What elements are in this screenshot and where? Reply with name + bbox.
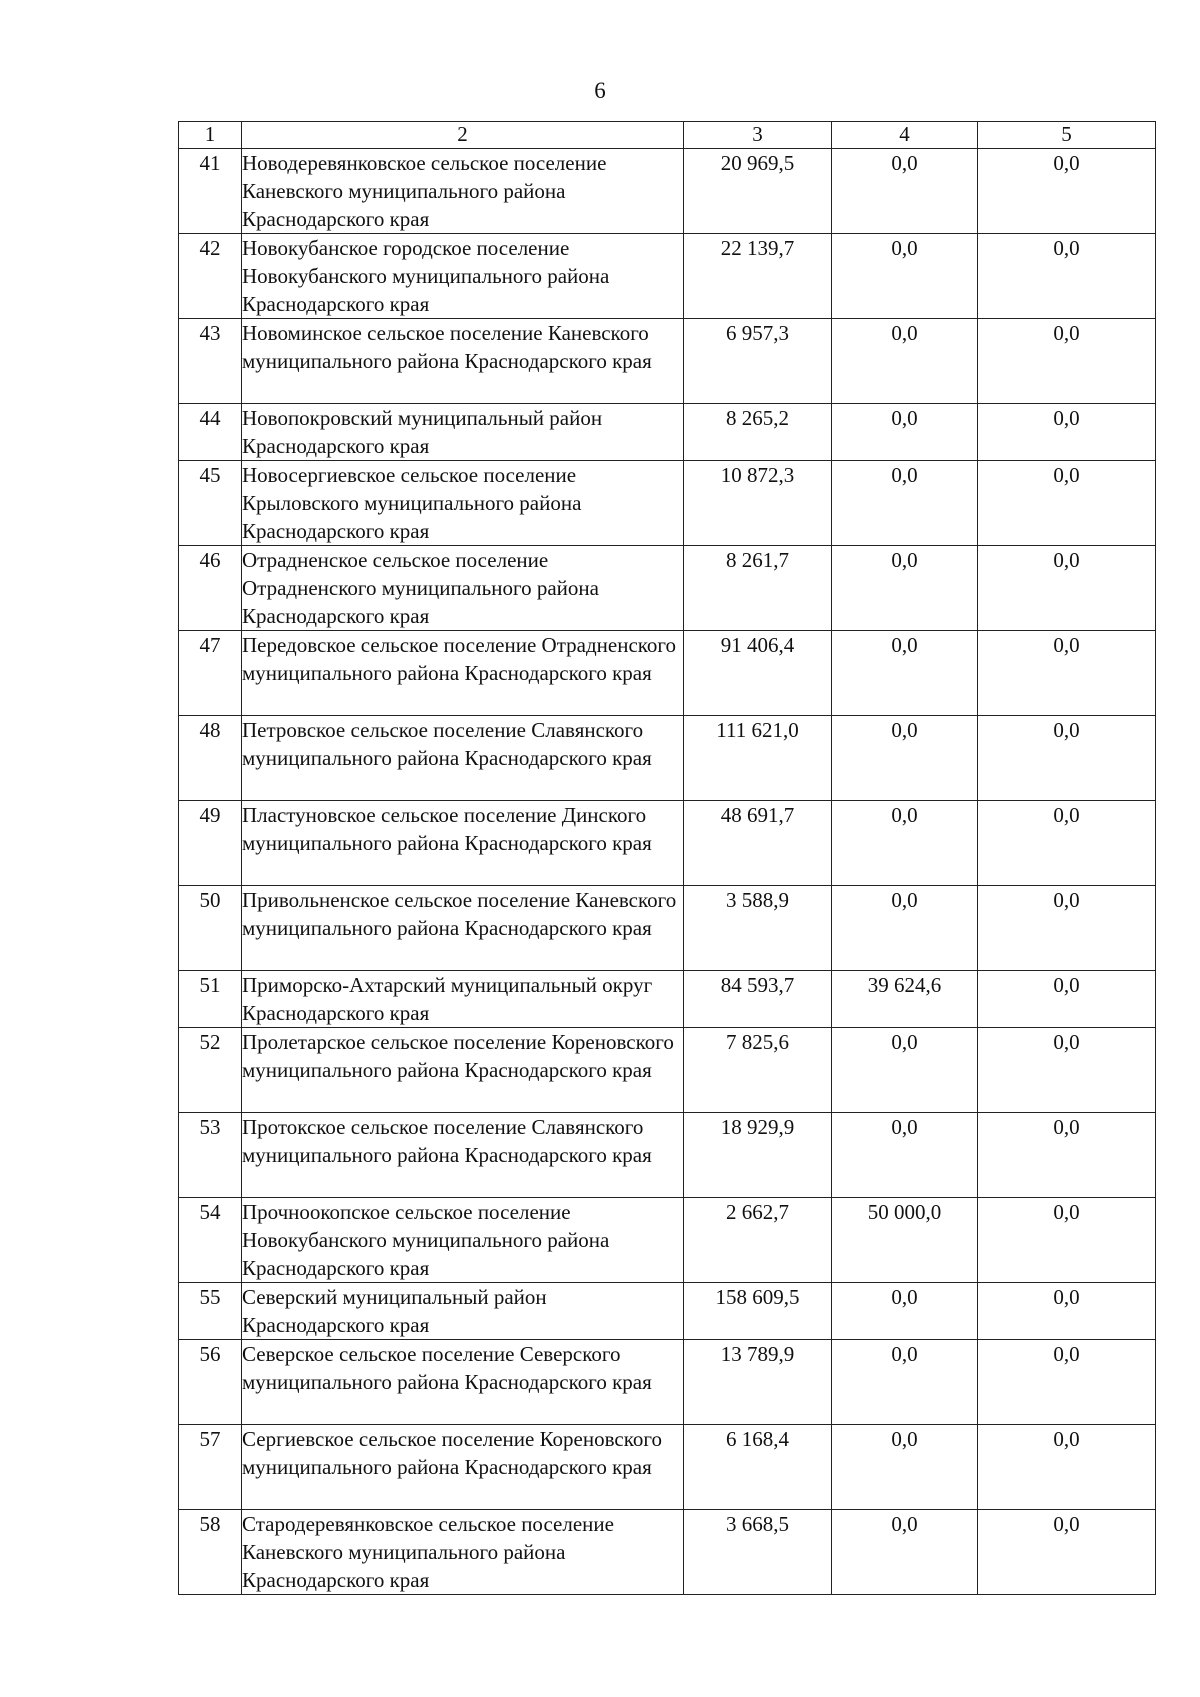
table-row: [179, 971, 1156, 1028]
col3-value: 22 139,7: [684, 234, 832, 319]
table-row: [179, 149, 1156, 234]
table-row: [179, 404, 1156, 461]
col5-value: 0,0: [978, 1028, 1156, 1113]
row-number: 52: [179, 1028, 242, 1113]
table-row: [179, 631, 1156, 716]
row-number: 43: [179, 319, 242, 404]
municipality-name: Новодеревянковское сельское поселение Каневского муниципального района Краснодарского края: [242, 149, 684, 234]
col3-value: 7 825,6: [684, 1028, 832, 1113]
table-row: [179, 319, 1156, 404]
table-row: [179, 801, 1156, 886]
col3-value: 6 957,3: [684, 319, 832, 404]
col5-value: 0,0: [978, 1340, 1156, 1425]
col4-value: 0,0: [832, 404, 978, 461]
municipality-name: Пролетарское сельское поселение Кореновского муниципального района Краснодарского края: [242, 1028, 684, 1113]
municipality-name: Пластуновское сельское поселение Динского муниципального района Краснодарского края: [242, 801, 684, 886]
col4-value: 0,0: [832, 801, 978, 886]
header-col-2: 2: [242, 122, 684, 149]
col5-value: 0,0: [978, 886, 1156, 971]
col3-value: 8 265,2: [684, 404, 832, 461]
table-row: [179, 1510, 1156, 1595]
header-col-5: 5: [978, 122, 1156, 149]
table-row: [179, 546, 1156, 631]
budget-table: [178, 121, 1156, 1595]
col3-value: 48 691,7: [684, 801, 832, 886]
municipality-name: Новопокровский муниципальный район Краснодарского края: [242, 404, 684, 461]
municipality-name: Новосергиевское сельское поселение Крыловского муниципального района Краснодарского края: [242, 461, 684, 546]
row-number: 58: [179, 1510, 242, 1595]
col3-value: 2 662,7: [684, 1198, 832, 1283]
table-row: [179, 1425, 1156, 1510]
col4-value: 0,0: [832, 461, 978, 546]
header-col-1: 1: [179, 122, 242, 149]
col4-value: 0,0: [832, 1028, 978, 1113]
col3-value: 8 261,7: [684, 546, 832, 631]
municipality-name: Передовское сельское поселение Отрадненского муниципального района Краснодарского края: [242, 631, 684, 716]
table-row: [179, 1198, 1156, 1283]
col4-value: 0,0: [832, 886, 978, 971]
page-number: 6: [594, 78, 606, 103]
municipality-name: Отрадненское сельское поселение Отрадненского муниципального района Краснодарского края: [242, 546, 684, 631]
col4-value: 0,0: [832, 546, 978, 631]
municipality-name: Протокское сельское поселение Славянского муниципального района Краснодарского края: [242, 1113, 684, 1198]
col3-value: 20 969,5: [684, 149, 832, 234]
municipality-name: Новоминское сельское поселение Каневского муниципального района Краснодарского края: [242, 319, 684, 404]
col4-value: 0,0: [832, 1425, 978, 1510]
col5-value: 0,0: [978, 461, 1156, 546]
table-header-row: [179, 122, 1156, 149]
table-row: [179, 1283, 1156, 1340]
col4-value: 50 000,0: [832, 1198, 978, 1283]
col3-value: 91 406,4: [684, 631, 832, 716]
col4-value: 39 624,6: [832, 971, 978, 1028]
col4-value: 0,0: [832, 234, 978, 319]
col5-value: 0,0: [978, 1198, 1156, 1283]
col4-value: 0,0: [832, 1113, 978, 1198]
row-number: 46: [179, 546, 242, 631]
row-number: 41: [179, 149, 242, 234]
row-number: 44: [179, 404, 242, 461]
col5-value: 0,0: [978, 546, 1156, 631]
row-number: 57: [179, 1425, 242, 1510]
col3-value: 18 929,9: [684, 1113, 832, 1198]
col3-value: 6 168,4: [684, 1425, 832, 1510]
col5-value: 0,0: [978, 149, 1156, 234]
col4-value: 0,0: [832, 149, 978, 234]
col5-value: 0,0: [978, 1425, 1156, 1510]
municipality-name: Сергиевское сельское поселение Кореновского муниципального района Краснодарского края: [242, 1425, 684, 1510]
col4-value: 0,0: [832, 716, 978, 801]
row-number: 45: [179, 461, 242, 546]
row-number: 49: [179, 801, 242, 886]
col5-value: 0,0: [978, 234, 1156, 319]
municipality-name: Северский муниципальный район Краснодарского края: [242, 1283, 684, 1340]
table-row: [179, 1340, 1156, 1425]
col4-value: 0,0: [832, 319, 978, 404]
col5-value: 0,0: [978, 1510, 1156, 1595]
table-row: [179, 461, 1156, 546]
col5-value: 0,0: [978, 971, 1156, 1028]
col3-value: 111 621,0: [684, 716, 832, 801]
col4-value: 0,0: [832, 1340, 978, 1425]
municipality-name: Привольненское сельское поселение Каневского муниципального района Краснодарского края: [242, 886, 684, 971]
table-row: [179, 886, 1156, 971]
row-number: 47: [179, 631, 242, 716]
col3-value: 3 588,9: [684, 886, 832, 971]
col3-value: 10 872,3: [684, 461, 832, 546]
row-number: 54: [179, 1198, 242, 1283]
municipality-name: Стародеревянковское сельское поселение Каневского муниципального района Краснодарского края: [242, 1510, 684, 1595]
municipality-name: Петровское сельское поселение Славянского муниципального района Краснодарского края: [242, 716, 684, 801]
municipality-name: Приморско-Ахтарский муниципальный округ Краснодарского края: [242, 971, 684, 1028]
col3-value: 13 789,9: [684, 1340, 832, 1425]
table-row: [179, 1028, 1156, 1113]
col3-value: 84 593,7: [684, 971, 832, 1028]
header-col-3: 3: [684, 122, 832, 149]
row-number: 50: [179, 886, 242, 971]
col5-value: 0,0: [978, 716, 1156, 801]
row-number: 51: [179, 971, 242, 1028]
table-row: [179, 1113, 1156, 1198]
municipality-name: Северское сельское поселение Северского муниципального района Краснодарского края: [242, 1340, 684, 1425]
row-number: 55: [179, 1283, 242, 1340]
col5-value: 0,0: [978, 631, 1156, 716]
row-number: 56: [179, 1340, 242, 1425]
col5-value: 0,0: [978, 801, 1156, 886]
col5-value: 0,0: [978, 1113, 1156, 1198]
col4-value: 0,0: [832, 1510, 978, 1595]
col5-value: 0,0: [978, 319, 1156, 404]
table-row: [179, 716, 1156, 801]
header-col-4: 4: [832, 122, 978, 149]
table-row: [179, 234, 1156, 319]
municipality-name: Прочноокопское сельское поселение Новокубанского муниципального района Краснодарского края: [242, 1198, 684, 1283]
row-number: 48: [179, 716, 242, 801]
col5-value: 0,0: [978, 404, 1156, 461]
row-number: 53: [179, 1113, 242, 1198]
col4-value: 0,0: [832, 631, 978, 716]
col5-value: 0,0: [978, 1283, 1156, 1340]
row-number: 42: [179, 234, 242, 319]
municipality-name: Новокубанское городское поселение Новокубанского муниципального района Краснодарского края: [242, 234, 684, 319]
col3-value: 3 668,5: [684, 1510, 832, 1595]
col3-value: 158 609,5: [684, 1283, 832, 1340]
col4-value: 0,0: [832, 1283, 978, 1340]
